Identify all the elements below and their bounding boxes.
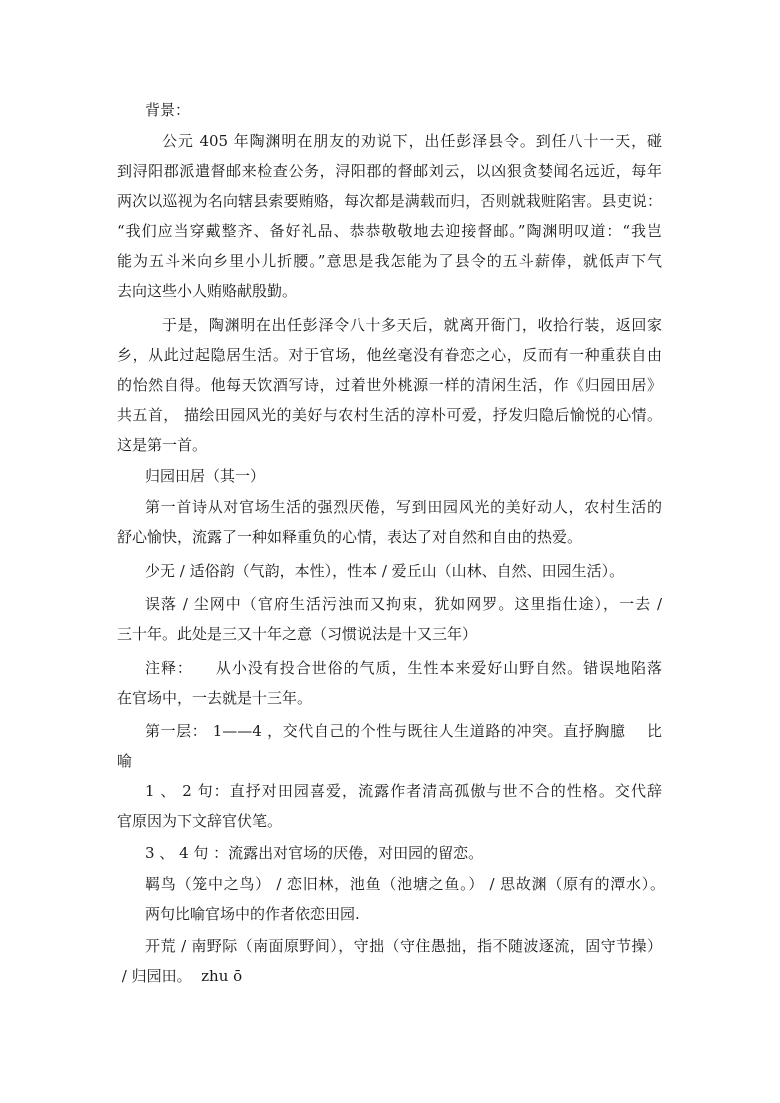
paragraph-line: 两次以巡视为名向辖县索要贿赂，每次都是满载而归，否则就栽赃陷害。县吏说： [117,192,662,210]
analysis-line: 3 、 4 句 ：流露出对官场的厌倦，对田园的留恋。 [145,844,484,862]
analysis-line: 第一层： 1——4 ，交代自己的个性与既往人生道路的冲突。直抒胸臆 比 [145,722,662,740]
paragraph-line: 第一首诗从对官场生活的强烈厌倦，写到田园风光的美好动人，农村生活的 [145,498,662,516]
annotation-line: 在官场中，一去就是十三年。 [117,689,313,707]
poem-line: 三十年。此处是三又十年之意（习惯说法是十又三年） [117,625,478,643]
paragraph-line: 到浔阳郡派遣督邮来检查公务，浔阳郡的督邮刘云，以凶狠贪婪闻名远近，每年 [117,162,662,180]
paragraph-line: 去向这些小人贿赂献殷勤。 [117,282,298,300]
poem-line: / 归园田。 zhu ō [117,967,243,985]
paragraph-line: 共五首， 描绘田园风光的美好与农村生活的淳朴可爱，抒发归隐后愉悦的心情。 [117,406,662,424]
paragraph-line: 这是第一首。 [117,436,208,454]
paragraph-line: 的怡然自得。他每天饮酒写诗，过着世外桃源一样的清闲生活，作《归园田居》 [117,376,662,394]
paragraph-line: 舒心愉快，流露了一种如释重负的心情，表达了对自然和自由的热爱。 [117,528,583,546]
analysis-line: 喻 [117,752,133,770]
poem-line: 误落 / 尘网中（官府生活污浊而又拘束，犹如网罗。这里指仕途），一去 / [145,595,662,613]
analysis-line: 两句比喻官场中的作者依恋田园. [145,905,360,923]
paragraph-line: 公元 405 年陶渊明在朋友的劝说下，出任彭泽县令。到任八十一天，碰 [162,132,662,150]
poem-line: 少无 / 适俗韵（气韵，本性），性本 / 爱丘山（山林、自然、田园生活）。 [145,562,625,580]
paragraph-line: 能为五斗米向乡里小儿折腰。”意思是我怎能为了县令的五斗薪俸，就低声下气 [117,252,662,270]
paragraph-line: “我们应当穿戴整齐、备好礼品、恭恭敬敬地去迎接督邮。”陶渊明叹道：“我岂 [117,222,662,240]
annotation-line: 注释： 从小没有投合世俗的气质，生性本来爱好山野自然。错误地陷落 [145,659,662,677]
poem-title: 归园田居（其一） [145,467,266,485]
section-heading-background: 背景： [145,101,191,119]
analysis-line: 1 、 2 句：直抒对田园喜爱，流露作者清高孤傲与世不合的性格。交代辞 [145,782,662,800]
paragraph-line: 乡，从此过起隐居生活。对于官场，他丝毫没有眷恋之心，反而有一种重获自由 [117,346,662,364]
poem-line: 开荒 / 南野际（南面原野间），守拙（守住愚拙，指不随波逐流，固守节操） [145,937,662,955]
analysis-line: 官原因为下文辞官伏笔。 [117,812,283,830]
poem-line: 羁鸟（笼中之鸟） / 恋旧林，池鱼（池塘之鱼。） / 思故渊（原有的潭水）。 [145,875,665,893]
paragraph-line: 于是，陶渊明在出任彭泽令八十多天后，就离开衙门，收拾行装，返回家 [162,316,662,334]
